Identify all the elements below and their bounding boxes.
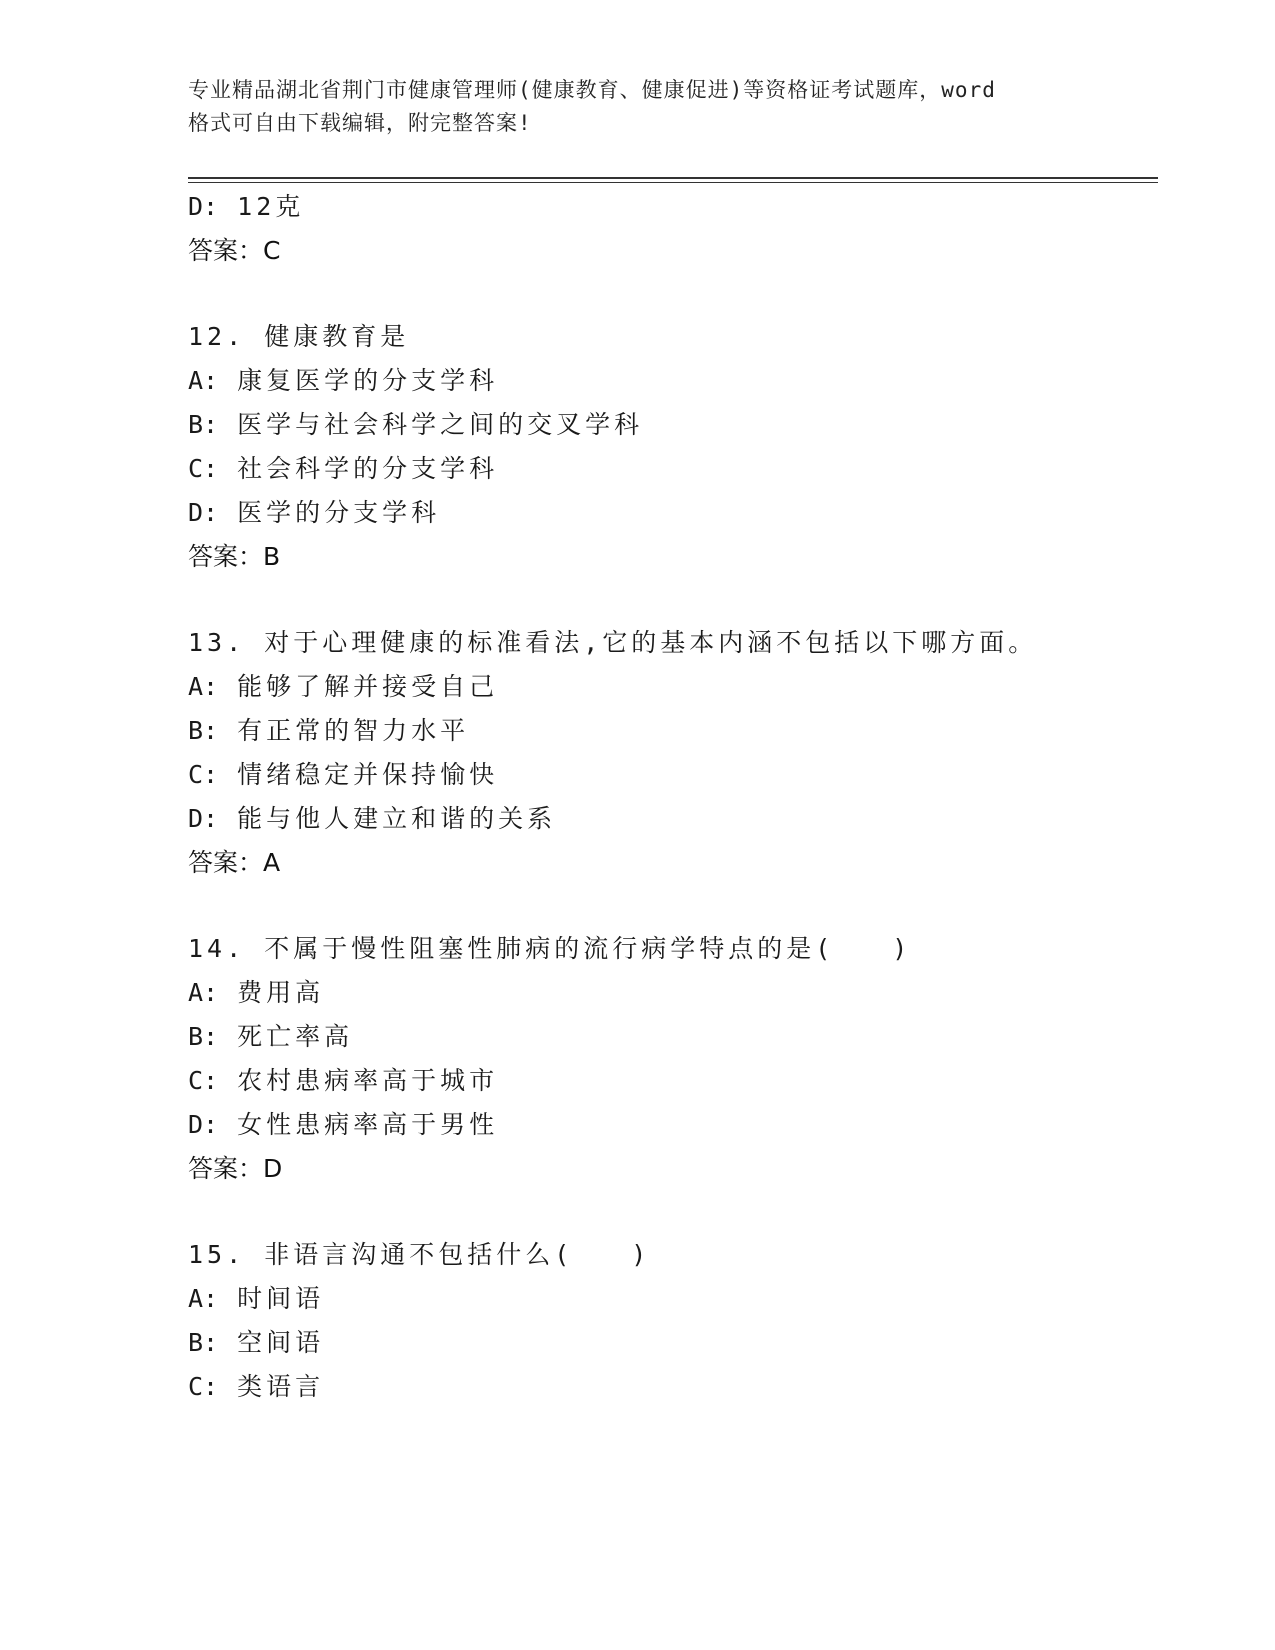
- prev-option-d: [188, 190, 304, 224]
- question-13-stem: 13. 对于心理健康的标准看法,它的基本内涵不包括以下哪方面。: [188, 628, 1038, 657]
- question-13-answer: 答案：A: [188, 848, 281, 877]
- option-text: 12克: [237, 192, 305, 221]
- document-header: [188, 74, 1088, 140]
- question-14-option-d: [188, 1108, 498, 1142]
- option-text: 能与他人建立和谐的关系: [237, 804, 557, 833]
- option-text: 空间语: [237, 1328, 325, 1357]
- option-text: 时间语: [237, 1284, 325, 1313]
- option-text: 费用高: [237, 978, 325, 1007]
- option-tag: C:: [188, 1372, 219, 1401]
- option-tag: D:: [188, 192, 219, 221]
- option-tag: C:: [188, 760, 219, 789]
- option-tag: A:: [188, 672, 219, 701]
- question-13-option-d: [188, 802, 556, 836]
- question-15-option-a: [188, 1282, 324, 1316]
- question-14-option-c: [188, 1064, 498, 1098]
- question-12-option-a: [188, 364, 498, 398]
- option-tag: B:: [188, 1328, 219, 1357]
- header-line-1: 专业精品湖北省荆门市健康管理师(健康教育、健康促进)等资格证考试题库，word: [188, 78, 996, 102]
- document-page: [188, 0, 1158, 1650]
- option-text: 医学的分支学科: [237, 498, 441, 527]
- option-text: 农村患病率高于城市: [237, 1066, 499, 1095]
- option-tag: B:: [188, 716, 219, 745]
- option-text: 医学与社会科学之间的交叉学科: [237, 410, 644, 439]
- option-tag: A:: [188, 1284, 219, 1313]
- header-divider: [188, 177, 1158, 179]
- question-13-option-b: [188, 714, 469, 748]
- option-text: 能够了解并接受自己: [237, 672, 499, 701]
- question-15-option-c: [188, 1370, 324, 1404]
- question-14-option-a: [188, 976, 324, 1010]
- prev-answer: 答案：C: [188, 236, 281, 265]
- option-tag: A:: [188, 978, 219, 1007]
- option-tag: D:: [188, 804, 219, 833]
- option-tag: B:: [188, 1022, 219, 1051]
- option-text: 情绪稳定并保持愉快: [237, 760, 499, 789]
- header-line-2: 格式可自由下载编辑，附完整答案!: [188, 111, 532, 135]
- option-text: 社会科学的分支学科: [237, 454, 499, 483]
- question-12-option-b: [188, 408, 643, 442]
- option-text: 康复医学的分支学科: [237, 366, 499, 395]
- question-12-answer: 答案：B: [188, 542, 281, 571]
- question-12-option-d: [188, 496, 440, 530]
- option-text: 女性患病率高于男性: [237, 1110, 499, 1139]
- option-tag: A:: [188, 366, 219, 395]
- option-tag: C:: [188, 1066, 219, 1095]
- question-14-answer: 答案：D: [188, 1154, 283, 1183]
- option-text: 有正常的智力水平: [237, 716, 470, 745]
- option-tag: D:: [188, 498, 219, 527]
- question-12-stem: 12. 健康教育是: [188, 322, 410, 351]
- header-divider-thin: [188, 182, 1158, 183]
- question-15-option-b: [188, 1326, 324, 1360]
- option-text: 死亡率高: [237, 1022, 354, 1051]
- question-13-option-c: [188, 758, 498, 792]
- option-tag: B:: [188, 410, 219, 439]
- question-15-stem: 15. 非语言沟通不包括什么( ): [188, 1240, 651, 1269]
- option-tag: D:: [188, 1110, 219, 1139]
- question-14-option-b: [188, 1020, 353, 1054]
- question-13-option-a: [188, 670, 498, 704]
- question-14-stem: 14. 不属于慢性阻塞性肺病的流行病学特点的是( ): [188, 934, 912, 963]
- question-12-option-c: [188, 452, 498, 486]
- option-text: 类语言: [237, 1372, 325, 1401]
- option-tag: C:: [188, 454, 219, 483]
